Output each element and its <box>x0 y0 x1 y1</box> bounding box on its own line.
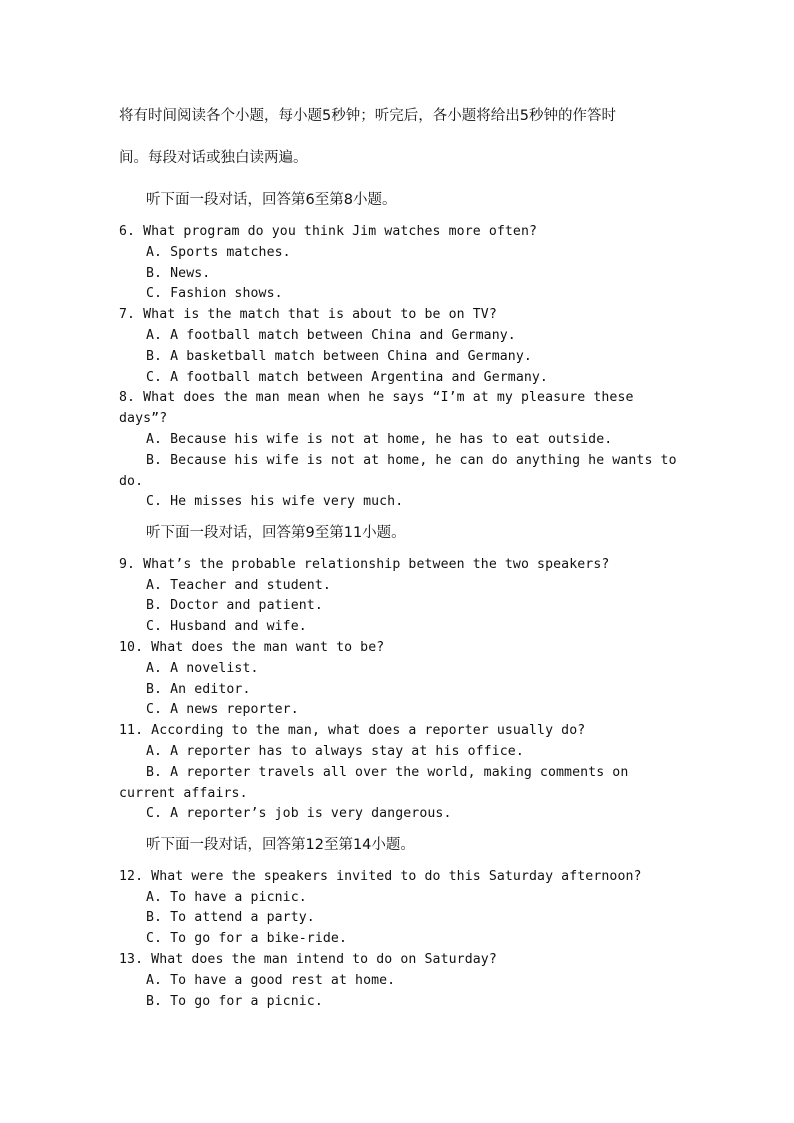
answer-option: A. Because his wife is not at home, he has to eat outside. <box>146 432 613 447</box>
answer-option: B. To attend a party. <box>146 910 315 925</box>
question-stem: 13. What does the man intend to do on Saturday? <box>119 952 497 967</box>
answer-option: B. To go for a picnic. <box>146 994 323 1009</box>
answer-option: A. A football match between China and Germany. <box>146 328 516 343</box>
question-stem: 7. What is the match that is about to be on TV? <box>119 307 497 322</box>
answer-option: A. To have a good rest at home. <box>146 973 396 988</box>
answer-option: A. To have a picnic. <box>146 890 307 905</box>
answer-option: B. Because his wife is not at home, he can do anything he wants to <box>146 453 677 468</box>
answer-option: B. News. <box>146 266 211 281</box>
question-stem: 9. What’s the probable relationship between the two speakers? <box>119 557 610 572</box>
answer-option-continued: current affairs. <box>119 786 248 801</box>
answer-option: B. A basketball match between China and Germany. <box>146 349 532 364</box>
answer-option: C. A reporter’s job is very dangerous. <box>146 806 452 821</box>
answer-option: A. Sports matches. <box>146 245 291 260</box>
section-heading: 听下面一段对话，回答第6至第8小题。 <box>146 192 397 208</box>
question-stem-continued: days”? <box>119 411 168 426</box>
answer-option: C. He misses his wife very much. <box>146 494 404 509</box>
answer-option: A. Teacher and student. <box>146 578 331 593</box>
answer-option: B. A reporter travels all over the world, making comments on <box>146 765 629 780</box>
question-stem: 12. What were the speakers invited to do this Saturday afternoon? <box>119 869 642 884</box>
section-heading: 听下面一段对话，回答第12至第14小题。 <box>146 837 415 853</box>
answer-option: C. Fashion shows. <box>146 286 283 301</box>
answer-option: B. An editor. <box>146 682 251 697</box>
answer-option: B. Doctor and patient. <box>146 598 323 613</box>
section-heading: 听下面一段对话，回答第9至第11小题。 <box>146 525 406 541</box>
answer-option: C. Husband and wife. <box>146 619 307 634</box>
answer-option: C. To go for a bike-ride. <box>146 931 347 946</box>
intro-line-2: 间。每段对话或独白读两遍。 <box>119 150 308 166</box>
question-stem: 6. What program do you think Jim watches more often? <box>119 224 538 239</box>
intro-line-1: 将有时间阅读各个小题，每小题5秒钟；听完后，各小题将给出5秒钟的作答时 <box>119 108 616 124</box>
answer-option: A. A novelist. <box>146 661 259 676</box>
answer-option: C. A news reporter. <box>146 702 299 717</box>
question-stem: 11. According to the man, what does a reporter usually do? <box>119 723 586 738</box>
answer-option: A. A reporter has to always stay at his office. <box>146 744 524 759</box>
question-stem: 10. What does the man want to be? <box>119 640 385 655</box>
answer-option: C. A football match between Argentina and Germany. <box>146 370 548 385</box>
question-stem: 8. What does the man mean when he says “I’m at my pleasure these <box>119 390 634 405</box>
answer-option-continued: do. <box>119 474 144 489</box>
